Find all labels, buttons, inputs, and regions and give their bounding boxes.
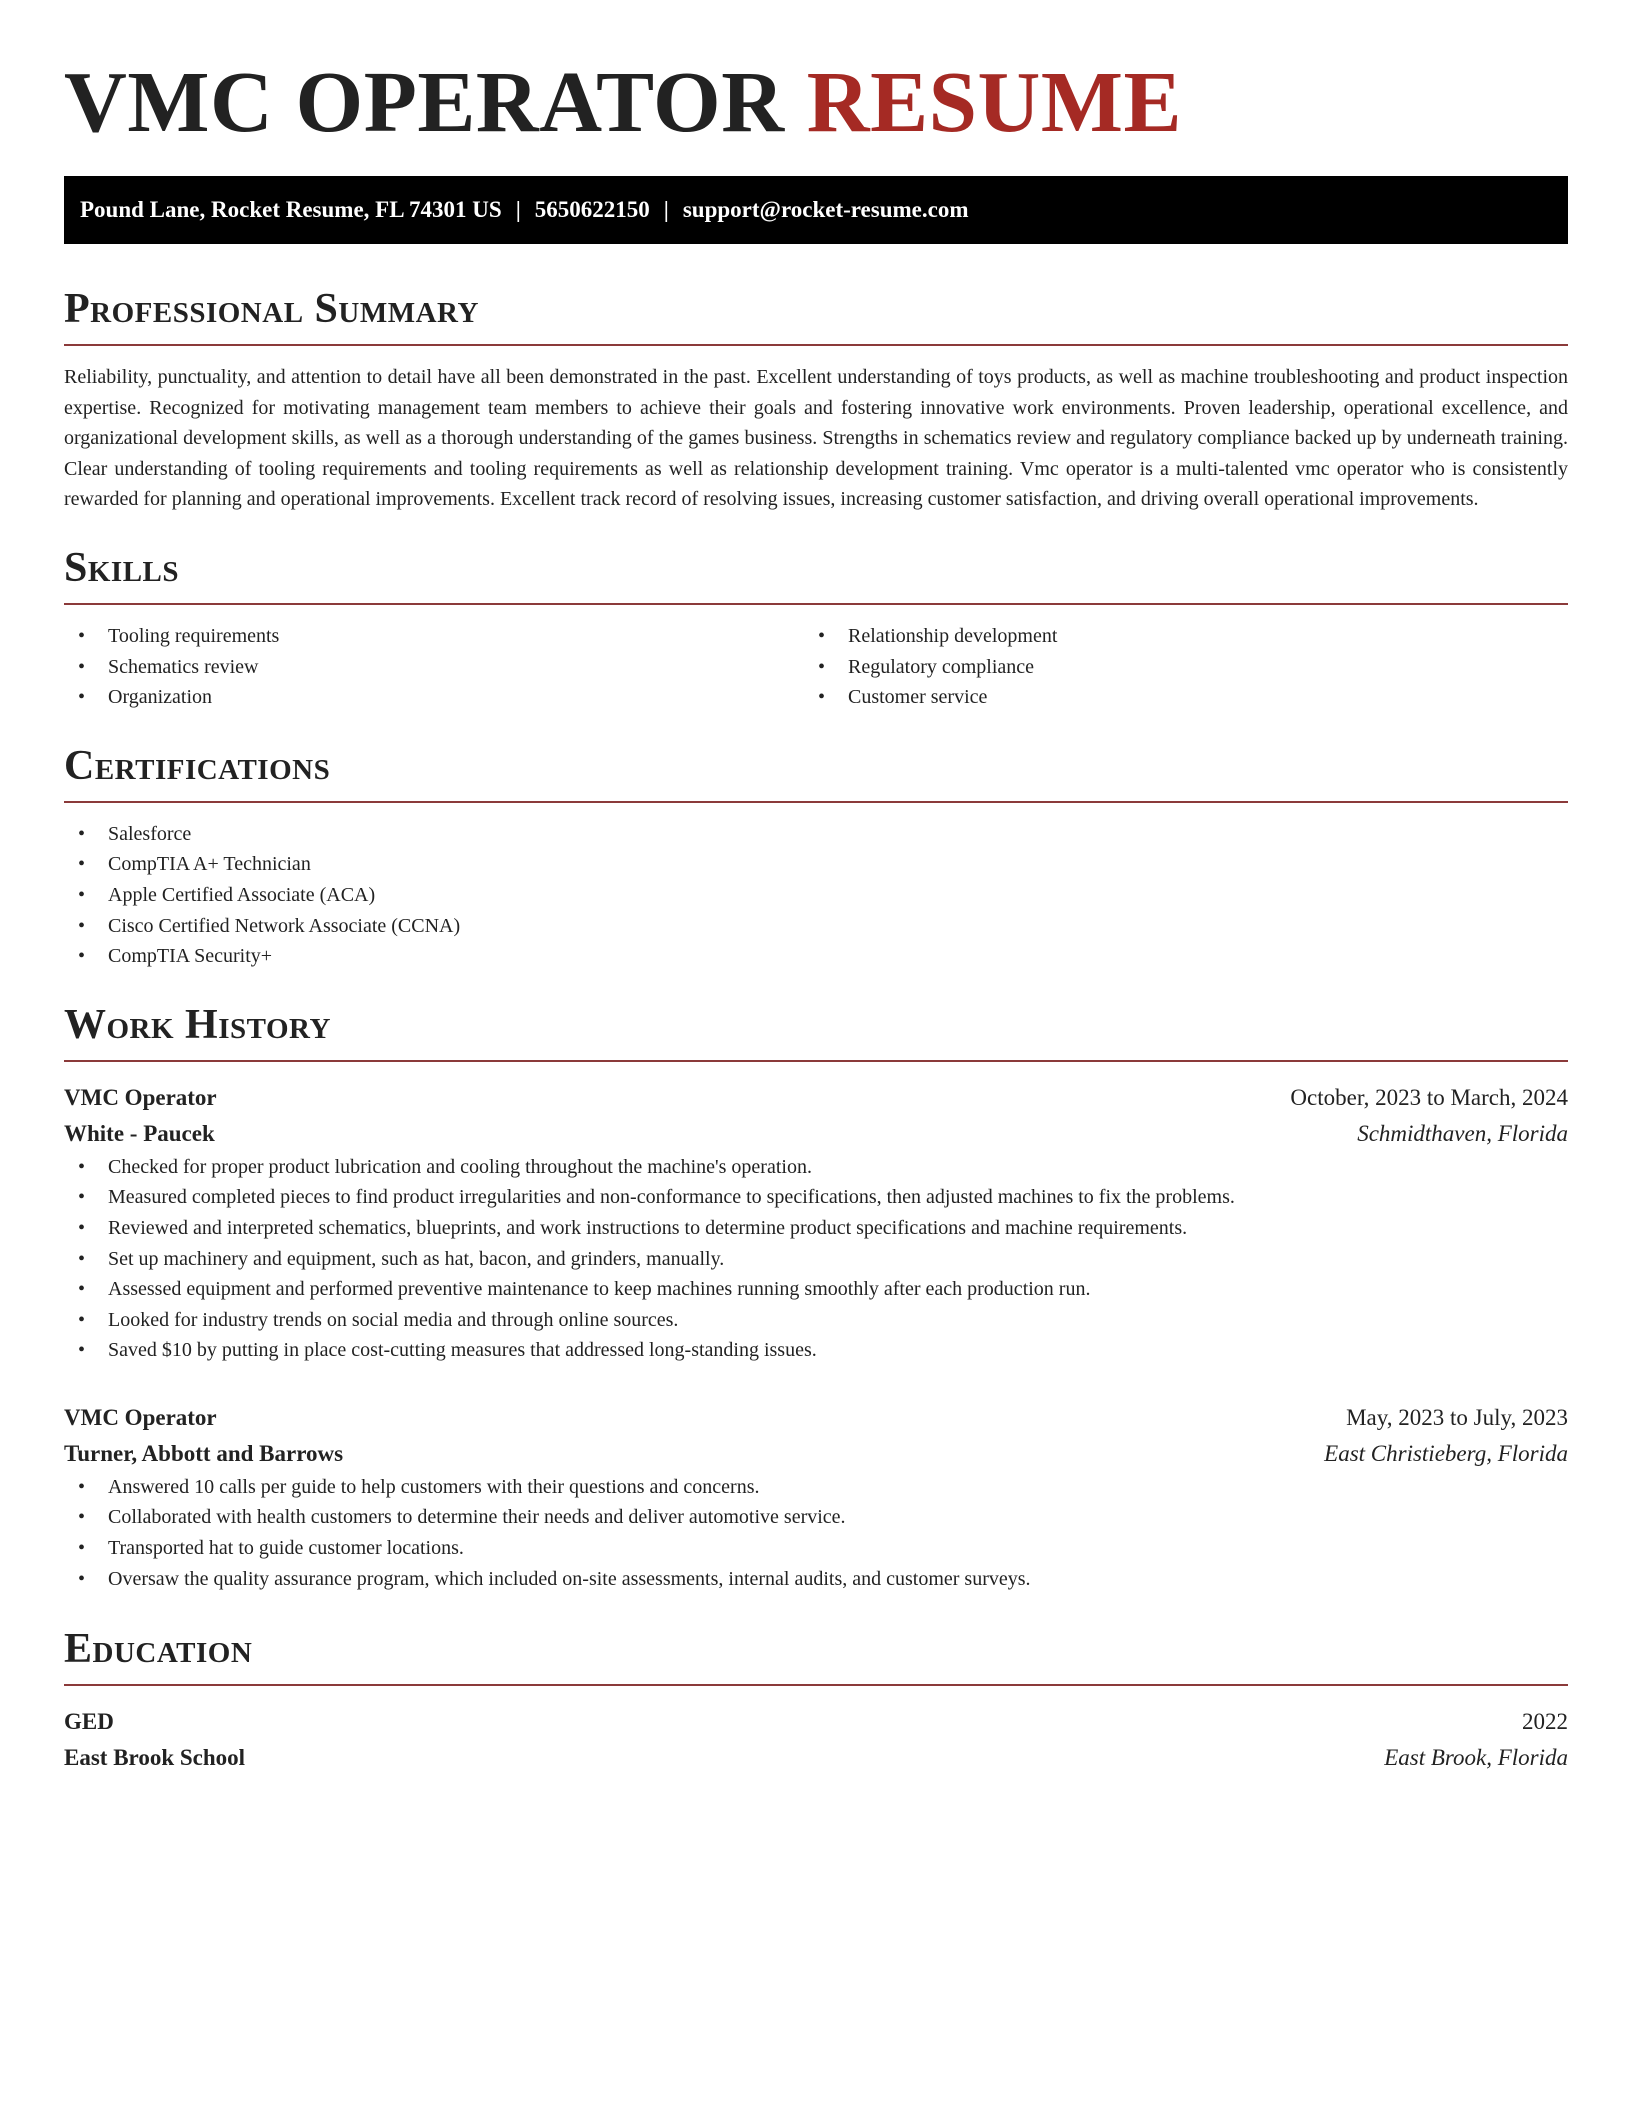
job-bullet: • Transported hat to guide customer locations. (64, 1533, 1568, 1564)
contact-separator: | (515, 197, 521, 222)
section-divider (64, 344, 1568, 346)
job-company-row (64, 1436, 1568, 1472)
certifications-heading: Certifications (64, 742, 331, 789)
job-bullet: • Checked for proper product lubrication and cooling throughout the machine's operation. (64, 1152, 1568, 1183)
contact-email[interactable]: support@rocket-resume.com (682, 197, 969, 222)
job-bullets (64, 1472, 1568, 1594)
job-bullet: • Collaborated with health customers to determine their needs and deliver automotive service. (64, 1502, 1568, 1533)
education-year: 2022 (1522, 1709, 1568, 1735)
contact-phone: 5650622150 (534, 197, 650, 222)
skill-item: • Tooling requirements (64, 621, 804, 652)
certifications-section (64, 739, 1568, 972)
skill-item: • Customer service (804, 682, 1544, 713)
job-bullet: • Assessed equipment and performed preventive maintenance to keep machines running smoothly after each production run. (64, 1274, 1568, 1305)
section-divider (64, 1684, 1568, 1686)
skill-item: • Schematics review (64, 652, 804, 683)
job-company-row (64, 1116, 1568, 1152)
job-company: Turner, Abbott and Barrows (64, 1440, 344, 1466)
certification-item: • CompTIA A+ Technician (64, 849, 1568, 880)
section-divider (64, 603, 1568, 605)
job-title-row (64, 1400, 1568, 1436)
job-bullet: • Looked for industry trends on social media and through online sources. (64, 1305, 1568, 1336)
education-school-row (64, 1740, 1568, 1776)
work-history-section (64, 998, 1568, 1595)
job-bullet: • Saved $10 by putting in place cost-cutting measures that addressed long-standing issues. (64, 1335, 1568, 1366)
job-bullet: • Oversaw the quality assurance program, which included on-site assessments, internal audits, and customer surveys. (64, 1564, 1568, 1595)
section-divider (64, 1060, 1568, 1062)
title-accent: RESUME (806, 53, 1182, 150)
job-entry (64, 1080, 1568, 1366)
title-main: VMC OPERATOR (64, 53, 785, 150)
skills-column-right (804, 621, 1544, 713)
job-entry (64, 1400, 1568, 1594)
skills-heading: Skills (64, 544, 180, 591)
skill-item: • Relationship development (804, 621, 1544, 652)
job-bullet: • Answered 10 calls per guide to help customers with their questions and concerns. (64, 1472, 1568, 1503)
skills-section (64, 541, 1568, 713)
job-bullet: • Reviewed and interpreted schematics, blueprints, and work instructions to determine product specifications and machine requirements. (64, 1213, 1568, 1244)
summary-section (64, 282, 1568, 515)
education-section (64, 1622, 1568, 1776)
resume-title (64, 0, 1568, 152)
education-degree-row (64, 1704, 1568, 1740)
skill-item: • Regulatory compliance (804, 652, 1544, 683)
certifications-list (64, 819, 1568, 972)
certification-item: • Apple Certified Associate (ACA) (64, 880, 1568, 911)
job-dates: May, 2023 to July, 2023 (1346, 1404, 1568, 1430)
skills-column-left (64, 621, 804, 713)
education-school: East Brook School (64, 1745, 246, 1771)
skills-grid (64, 621, 1568, 713)
job-dates: October, 2023 to March, 2024 (1290, 1084, 1568, 1110)
contact-separator: | (663, 197, 669, 222)
contact-address: Pound Lane, Rocket Resume, FL 74301 US (80, 197, 502, 222)
education-degree: GED (64, 1709, 114, 1735)
education-location: East Brook, Florida (1384, 1745, 1568, 1771)
contact-bar (64, 176, 1568, 244)
job-company: White - Paucek (64, 1120, 215, 1146)
section-divider (64, 801, 1568, 803)
job-location: East Christieberg, Florida (1324, 1440, 1568, 1466)
certification-item: • Cisco Certified Network Associate (CCNA) (64, 911, 1568, 942)
job-title: VMC Operator (64, 1404, 217, 1430)
summary-heading: Professional Summary (64, 286, 479, 332)
job-title: VMC Operator (64, 1084, 217, 1110)
work-history-heading: Work History (64, 1001, 331, 1048)
job-location: Schmidthaven, Florida (1357, 1120, 1568, 1146)
job-title-row (64, 1080, 1568, 1116)
resume-page (64, 0, 1568, 1776)
education-heading: Education (64, 1626, 253, 1673)
summary-text: Reliability, punctuality, and attention to detail have all been demonstrated in the past. Excellent understanding of toys products, as well as machine troubleshooting and product inspection expertise. Recognized for motivating management team members to achieve their goals and fostering innovative work environments. Proven leadership, operational excellence, and organizational development skills, as well as a thorough understanding of the games business. Strengths in schematics review and regulatory compliance backed up by underneath training. Clear understanding of tooling requirements and tooling requirements as well as relationship development training. Vmc operator is a multi-talented vmc operator who is consistently rewarded for planning and operational improvements. Excellent track record of resolving issues, increasing customer satisfaction, and driving overall operational improvements. (64, 366, 1568, 511)
certification-item: • Salesforce (64, 819, 1568, 850)
certification-item: • CompTIA Security+ (64, 941, 1568, 972)
skill-item: • Organization (64, 682, 804, 713)
job-bullet: • Set up machinery and equipment, such as hat, bacon, and grinders, manually. (64, 1244, 1568, 1275)
job-bullet: • Measured completed pieces to find product irregularities and non-conformance to specifications, then adjusted machines to fix the problems. (64, 1182, 1568, 1213)
education-entry (64, 1704, 1568, 1776)
job-bullets (64, 1152, 1568, 1366)
